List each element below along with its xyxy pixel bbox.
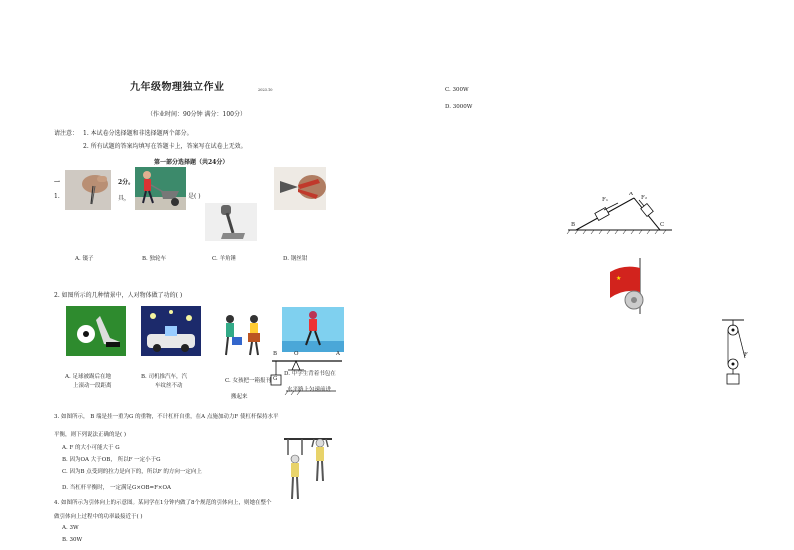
q1-option-a: A. 镊子 <box>75 256 94 262</box>
q1-number: 1. <box>54 193 60 200</box>
date-mark: 2023.10 <box>258 88 273 92</box>
q2-caption-b-line1: B. 司机推汽车，汽 <box>141 374 188 380</box>
claw-hammer-image <box>205 203 257 241</box>
section-title: 第一部分选择题（共24分） <box>154 159 229 166</box>
notes-label: 请注意： <box>54 130 79 137</box>
q4-option-d: D. 3000W <box>445 104 473 110</box>
tweezers-image <box>65 170 111 210</box>
q2-caption-d-line2: 水平路上匀速前进 <box>287 387 332 393</box>
lever-label-a: A <box>336 351 340 357</box>
incline-label-f2: F₂ <box>641 195 648 201</box>
q4-option-b: B. 30W <box>62 537 83 543</box>
q1-option-b: B. 独轮车 <box>142 256 167 262</box>
q3-option-b: B. 因为OA 大于OB， 所以F 一定小于G <box>62 457 161 463</box>
incline-label-a: A <box>629 192 633 197</box>
q3-option-d: D. 当杠杆平衡时， 一定满足G×OB=F×OA <box>62 485 172 491</box>
svg-text:★: ★ <box>616 275 622 282</box>
note-line-1: 1. 本试卷分选择题和非选择题两个部分。 <box>83 130 193 137</box>
section-lead-right: 2分。 <box>118 179 135 186</box>
pulley-block-diagram <box>718 318 752 390</box>
q3-stem-line1: 3. 如图所示， B 端是挂一重为G 的重物，不计杠杆自重，在A 点施加动力F 使杠杆保持水平 <box>54 414 279 420</box>
incline-label-c: C <box>660 222 665 228</box>
q2-caption-a-line1: A. 足球被踢后在地 <box>65 374 111 380</box>
q2-caption-d-line1: D. 中学生背着书包在 <box>284 371 336 377</box>
q1-option-c: C. 羊角锤 <box>212 256 237 262</box>
wheelbarrow-image <box>135 167 186 210</box>
q4-option-a: A. 3W <box>62 525 79 531</box>
lift-box-image <box>218 311 270 359</box>
q2-caption-a-line2: 上滚动一段距离 <box>73 383 112 389</box>
q3-option-a: A. F 的大小可能大于 G <box>62 445 120 451</box>
section-lead-left: 一 <box>54 179 61 186</box>
walk-with-bag-image <box>282 307 344 352</box>
incline-diagram <box>566 192 674 236</box>
q1-text-fragment: 具， <box>118 195 131 202</box>
lever-label-g: G <box>273 376 278 382</box>
q2-caption-c-line1: C. 女孩把一箱报刊 <box>225 378 272 384</box>
q3-option-c: C. 因为B 点受到的拉力是向下的，所以F 的方向一定向上 <box>62 469 202 475</box>
exam-info: （作业时间：90分钟 满分：100分） <box>147 111 246 118</box>
q1-text-fragment-2: 是( ) <box>188 193 201 200</box>
incline-label-b: B <box>571 222 576 228</box>
q1-option-d: D. 钢丝钳 <box>283 256 308 262</box>
note-line-2: 2. 所有试题的答案均填写在答题卡上，答案写在试卷上无效。 <box>83 143 247 150</box>
push-car-image <box>141 306 201 356</box>
q2-stem: 2. 如图所示的几种情景中，人对物体做了功的( ) <box>54 292 183 299</box>
pliers-image <box>274 167 326 210</box>
q2-caption-b-line2: 车纹丝不动 <box>155 383 183 389</box>
q4-stem-line2: 做引体向上过程中的功率最接近于( ) <box>54 514 143 520</box>
lever-label-o: O <box>294 351 299 357</box>
q4-option-c: C. 300W <box>445 87 469 93</box>
flagpole-pulley-image <box>606 258 652 314</box>
q2-caption-c-line2: 搬起来 <box>231 394 248 400</box>
pull-up-figure <box>280 433 336 505</box>
football-kick-image <box>66 306 126 356</box>
lever-label-b: B <box>273 351 278 357</box>
q3-stem-line2: 平衡，则下列说法正确的是( ) <box>54 432 127 438</box>
pulley-label-f: F <box>744 352 748 358</box>
page-title: 九年级物理独立作业 <box>130 82 225 93</box>
q4-stem-line1: 4. 如图所示为引体向上的示意图。某同学在1分钟内做了8个规范的引体向上，则她在整个 <box>54 500 272 506</box>
incline-label-f1: F₁ <box>602 197 609 203</box>
